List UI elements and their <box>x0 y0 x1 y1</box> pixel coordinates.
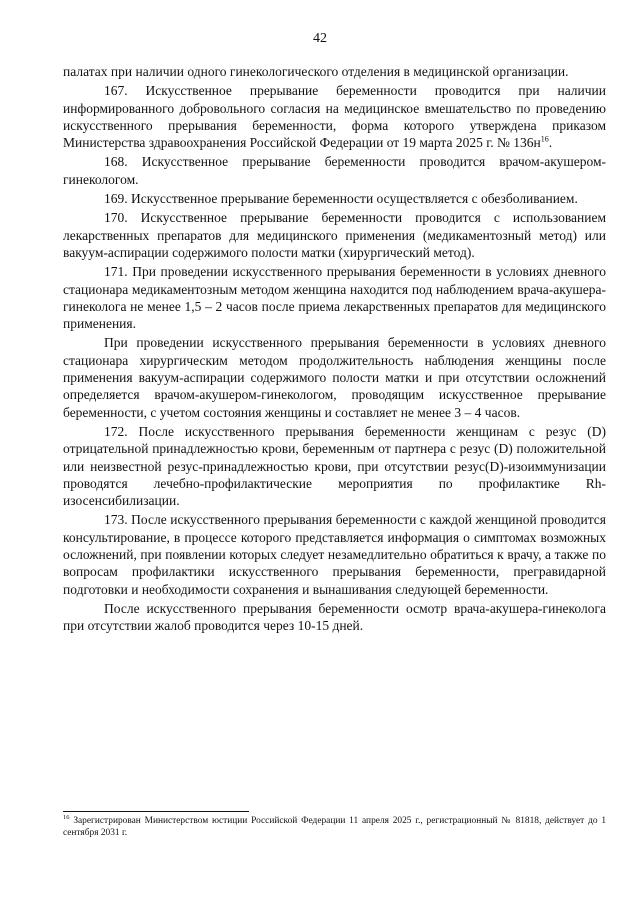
paragraph-167 <box>63 82 606 151</box>
paragraph-167-tail: . <box>548 135 553 151</box>
paragraph-168: 168. Искусственное прерывание беременности проводится врачом-акушером-гинекологом. <box>63 154 606 187</box>
page-number: 42 <box>313 31 327 46</box>
paragraph-continuation: палатах при наличии одного гинекологического отделения в медицинской организации. <box>63 64 569 79</box>
body-text <box>63 63 606 635</box>
paragraph-172: 172. После искусственного прерывания беременности женщинам с резус (D) отрицательной принадлежностью крови, беременным от партнера с резус (D) положительной или неизвестной резус-принадлежностью крови, при отсутствии резус(D)-изоиммунизации проводятся лечебно-профилактические мероприятия по профилактике Rh-изосенсибилизации. <box>63 423 606 509</box>
paragraph-169: 169. Искусственное прерывание беременности осуществляется с обезболиванием. <box>104 191 578 207</box>
paragraph-171: 171. При проведении искусственного прерывания беременности в условиях дневного стационара медикаментозным методом женщина находится под наблюдением врача-акушера-гинеколога не менее 1,5 – 2 часов после приема лекарственных препаратов для медицинского применения. <box>63 264 606 332</box>
footnote <box>63 815 606 839</box>
footnote-text: Зарегистрирован Министерством юстиции Российской Федерации 11 апреля 2025 г., регистрационный № 81818, действует до 1 сентября 2031 г. <box>63 816 607 838</box>
paragraph-173: 173. После искусственного прерывания беременности с каждой женщиной проводится консультирование, в процессе которого представляется информация о симптомах возможных осложнений, при появлении которых следует незамедлительно обратиться к врачу, а также по вопросам профилактики искусственного прерывания беременности, прегравидарной подготовки и необходимости сохранения и вынашивания следующей беременности. <box>63 512 606 597</box>
paragraph-173-continued: После искусственного прерывания беременности осмотр врача-акушера-гинеколога при отсутствии жалоб проводится через 10-15 дней. <box>63 600 606 634</box>
paragraph-167-text: 167. Искусственное прерывание беременности проводится при наличии информированного добровольного согласия на медицинское вмешательство по проведению искусственного прерывания беременности, форма которого утверждена приказом Министерства здравоохранения Российской Федерации от 19 марта 2025 г. № 136н <box>63 83 606 151</box>
footnote-divider <box>63 811 249 812</box>
paragraph-171-continued: При проведении искусственного прерывания беременности в условиях дневного стационара хирургическим методом продолжительность наблюдения женщины после применения вакуум-аспирации содержимого полости матки и при отсутствии осложнений определяется врачом-акушером-гинекологом, проводящим искусственное прерывание беременности, с учетом состояния женщины и составляет не менее 3 – 4 часов. <box>63 335 606 420</box>
footnote-marker: 16 <box>63 813 70 821</box>
paragraph-170: 170. Искусственное прерывание беременности проводится с использованием лекарственных препаратов для медицинского применения (медикаментозный метод) или вакуум-аспирации содержимого полости матки (хирургический метод). <box>63 210 606 260</box>
footnote-reference: 16 <box>540 134 549 144</box>
